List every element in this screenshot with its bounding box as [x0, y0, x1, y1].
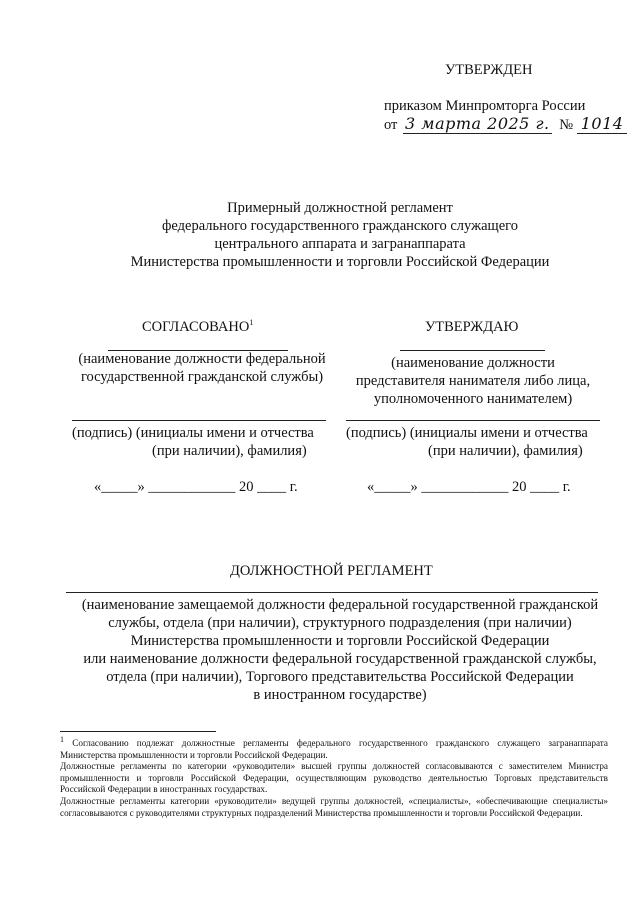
approved-label: УТВЕРЖДЕН: [445, 62, 533, 78]
agreed-date-line: «_____» ____________ 20 ____ г.: [94, 479, 298, 495]
footnote-mark: 1: [249, 318, 254, 328]
title-line: федерального государственного гражданского служащего: [162, 218, 518, 234]
footnote-separator: [60, 731, 216, 732]
number-prefix: №: [559, 117, 574, 133]
agreed-signature-underline: [72, 420, 326, 421]
order-line: приказом Минпромторга России: [384, 98, 586, 114]
document-title: [60, 199, 620, 271]
footnote-mark: 1: [60, 734, 64, 744]
handwritten-date: 3 марта 2025 г.: [405, 114, 550, 133]
agreed-signature-caption: (подпись) (инициалы имени и отчества (при наличии), фамилия): [72, 425, 314, 459]
footnote-paragraph: Должностные регламенты категории «руководители» ведущей группы должностей, «специалисты», «обеспечивающие специалисты» согласовываются с руководителями структурных подразделений Министерства промышленности и торговли Российской Федерации.: [60, 795, 608, 818]
title-line: Примерный должностной регламент: [227, 200, 453, 216]
title-line: Министерства промышленности и торговли Российской Федерации: [130, 254, 550, 270]
footnote-paragraph: Должностные регламенты по категории «руководители» высшей группы должностей согласовываются с заместителем Министра промышленности и торговли Российской Федерации, осуществляющим руководство деятельностью Торговых представительств Российской Федерации в иностранных государствах.: [60, 761, 608, 795]
approve-signature-underline: [346, 420, 600, 421]
approve-date-line: «_____» ____________ 20 ____ г.: [367, 479, 571, 495]
title-line: центрального аппарата и загранаппарата: [214, 236, 466, 252]
agreed-position-caption: (наименование должности федеральной государственной гражданской службы): [78, 351, 326, 385]
order-date-line: [384, 115, 627, 134]
regulation-caption: (наименование замещаемой должности федеральной государственной гражданской службы, отдела (при наличии), структурного подразделения (при наличии) Министерства промышленности и торговли Российской Федерации или наименование должности федеральной государственной гражданской службы, отдела (при наличии), Торгового представительства Российской Федерации в иностранном государстве): [81, 597, 599, 703]
approve-heading: УТВЕРЖДАЮ: [425, 319, 519, 335]
footnote: [60, 734, 609, 819]
regulation-underline: [66, 592, 598, 593]
approve-signature-caption: (подпись) (инициалы имени и отчества (при наличии), фамилия): [346, 425, 588, 459]
handwritten-number: 1014: [577, 115, 628, 134]
footnote-paragraph: $^1$ Согласованию подлежат должностные регламенты федерального государственного гражданского служащего загранаппарата Министерства промышленности и торговли Российской Федерации.: [60, 734, 609, 760]
approve-position-caption: (наименование должности представителя нанимателя либо лица, уполномоченного нанимателем): [355, 355, 591, 407]
regulation-heading: ДОЛЖНОСТНОЙ РЕГЛАМЕНТ: [230, 563, 433, 579]
agreed-heading: СОГЛАСОВАНО$^1$: [142, 318, 254, 335]
approve-position-underline: [400, 350, 545, 351]
from-prefix: от: [384, 117, 398, 133]
